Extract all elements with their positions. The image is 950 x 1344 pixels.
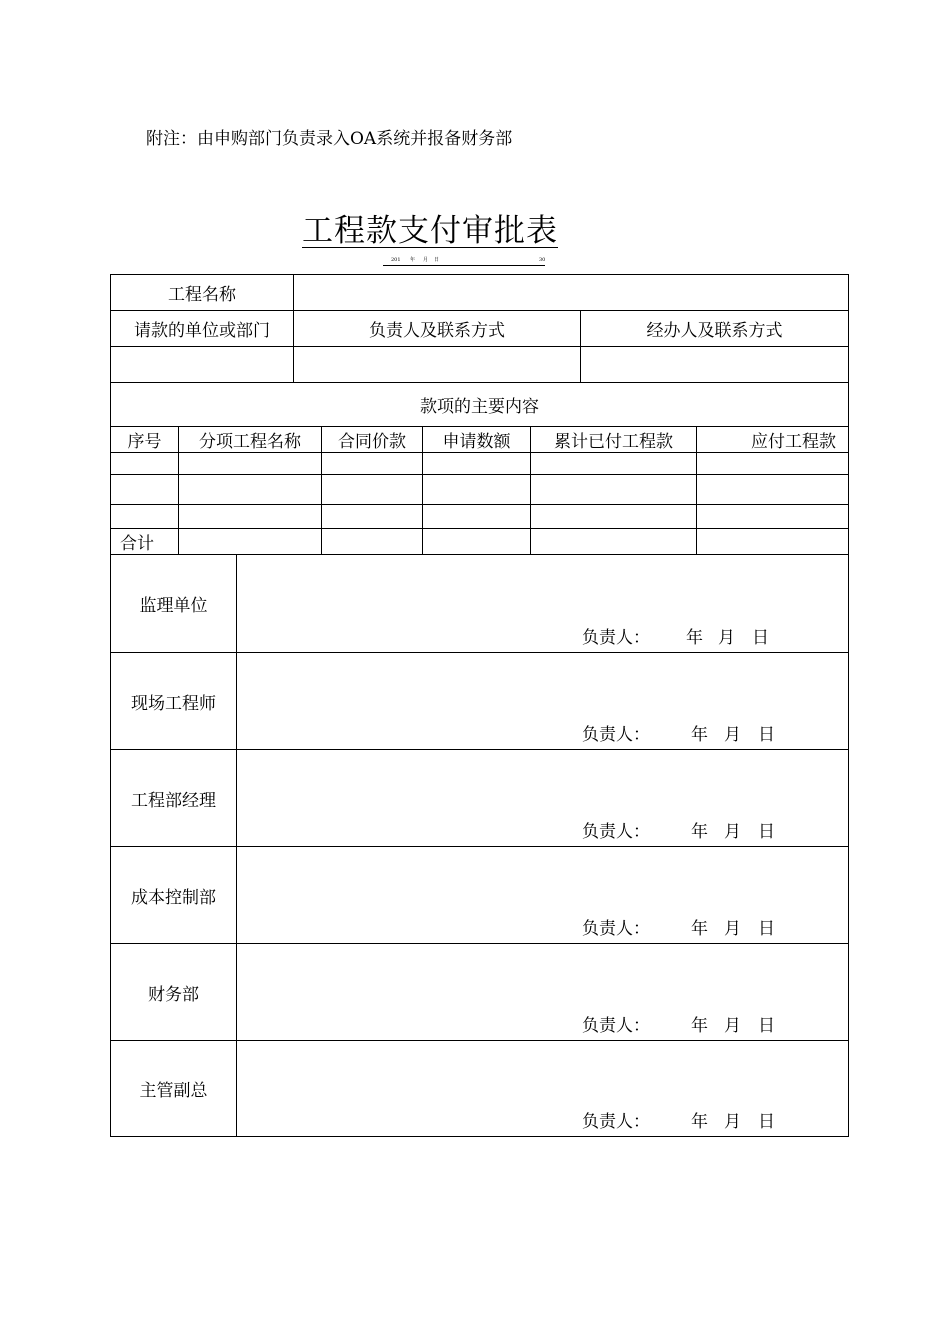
year-label: 年 <box>691 725 708 745</box>
month-label: 月 <box>724 1016 741 1036</box>
cell[interactable] <box>179 529 322 555</box>
date-line <box>383 257 545 266</box>
approval-row <box>111 847 849 944</box>
cell[interactable] <box>531 453 697 475</box>
signer-label: 负责人： <box>582 1112 650 1132</box>
cell[interactable] <box>697 505 849 529</box>
day-label: 日 <box>758 919 775 939</box>
date-number: 30 <box>539 257 546 263</box>
unit-label: 请款的单位或部门 <box>111 311 294 347</box>
cell[interactable] <box>322 475 423 505</box>
date-day-char: 日 <box>434 257 440 263</box>
leader-label: 负责人及联系方式 <box>294 311 581 347</box>
day-label: 日 <box>758 1016 775 1036</box>
cell[interactable] <box>423 475 531 505</box>
approval-label-finance: 财务部 <box>111 944 237 1041</box>
signer-label: 负责人： <box>582 725 650 745</box>
day-label: 日 <box>752 628 769 648</box>
note-text: 附注：由申购部门负责录入OA系统并报备财务部 <box>146 129 513 149</box>
approval-area-site-engineer[interactable] <box>237 653 849 750</box>
table-row <box>111 475 849 505</box>
cell[interactable] <box>322 453 423 475</box>
signer-label: 负责人： <box>582 1016 650 1036</box>
cell[interactable] <box>697 475 849 505</box>
approval-form <box>110 274 848 1137</box>
year-label: 年 <box>691 1112 708 1132</box>
unit-field[interactable] <box>111 347 294 383</box>
month-label: 月 <box>718 628 735 648</box>
form-title: 工程款支付审批表 <box>302 213 558 249</box>
cell[interactable] <box>423 453 531 475</box>
table-row <box>111 453 849 475</box>
approval-area-engineering-manager[interactable] <box>237 750 849 847</box>
approval-label-engineering-manager: 工程部经理 <box>111 750 237 847</box>
col-header-payable: 应付工程款 <box>697 427 849 453</box>
approvals-table <box>110 554 849 1137</box>
total-label: 合计 <box>111 529 179 555</box>
col-header-contract-price: 合同价款 <box>322 427 423 453</box>
approval-area-cost-control[interactable] <box>237 847 849 944</box>
cell[interactable] <box>179 475 322 505</box>
month-label: 月 <box>724 1112 741 1132</box>
project-name-label: 工程名称 <box>111 275 294 311</box>
cell[interactable] <box>111 453 179 475</box>
items-table <box>110 426 849 555</box>
approval-area-supervision[interactable] <box>237 555 849 653</box>
approval-label-cost-control: 成本控制部 <box>111 847 237 944</box>
cell[interactable] <box>111 475 179 505</box>
date-month-char: 月 <box>423 257 429 263</box>
section-title: 款项的主要内容 <box>111 383 849 427</box>
approval-label-vice-president: 主管副总 <box>111 1041 237 1137</box>
col-header-requested-amount: 申请数额 <box>423 427 531 453</box>
approval-area-finance[interactable] <box>237 944 849 1041</box>
cell[interactable] <box>423 505 531 529</box>
signer-label: 负责人： <box>582 919 650 939</box>
month-label: 月 <box>724 725 741 745</box>
cell[interactable] <box>697 453 849 475</box>
approval-row <box>111 1041 849 1137</box>
approval-row <box>111 555 849 653</box>
day-label: 日 <box>758 1112 775 1132</box>
approval-row <box>111 944 849 1041</box>
approval-row <box>111 653 849 750</box>
approval-label-supervision: 监理单位 <box>111 555 237 653</box>
cell[interactable] <box>423 529 531 555</box>
cell[interactable] <box>697 529 849 555</box>
cell[interactable] <box>179 453 322 475</box>
col-header-item-name: 分项工程名称 <box>179 427 322 453</box>
col-header-index: 序号 <box>111 427 179 453</box>
header-table <box>110 274 849 427</box>
col-header-paid-total: 累计已付工程款 <box>531 427 697 453</box>
cell[interactable] <box>531 475 697 505</box>
year-label: 年 <box>691 919 708 939</box>
table-row <box>111 505 849 529</box>
approval-row <box>111 750 849 847</box>
project-name-field[interactable] <box>294 275 849 311</box>
leader-field[interactable] <box>294 347 581 383</box>
year-label: 年 <box>691 1016 708 1036</box>
handler-field[interactable] <box>581 347 849 383</box>
cell[interactable] <box>322 505 423 529</box>
cell[interactable] <box>531 505 697 529</box>
day-label: 日 <box>758 822 775 842</box>
approval-area-vice-president[interactable] <box>237 1041 849 1137</box>
date-year-char: 年 <box>410 257 416 263</box>
cell[interactable] <box>531 529 697 555</box>
signer-label: 负责人： <box>582 628 650 648</box>
cell[interactable] <box>322 529 423 555</box>
cell[interactable] <box>111 505 179 529</box>
total-row <box>111 529 849 555</box>
year-label: 年 <box>691 822 708 842</box>
cell[interactable] <box>179 505 322 529</box>
month-label: 月 <box>724 919 741 939</box>
signer-label: 负责人： <box>582 822 650 842</box>
day-label: 日 <box>758 725 775 745</box>
handler-label: 经办人及联系方式 <box>581 311 849 347</box>
year-label: 年 <box>686 628 703 648</box>
month-label: 月 <box>724 822 741 842</box>
date-year-prefix: 201 <box>391 257 401 263</box>
approval-label-site-engineer: 现场工程师 <box>111 653 237 750</box>
